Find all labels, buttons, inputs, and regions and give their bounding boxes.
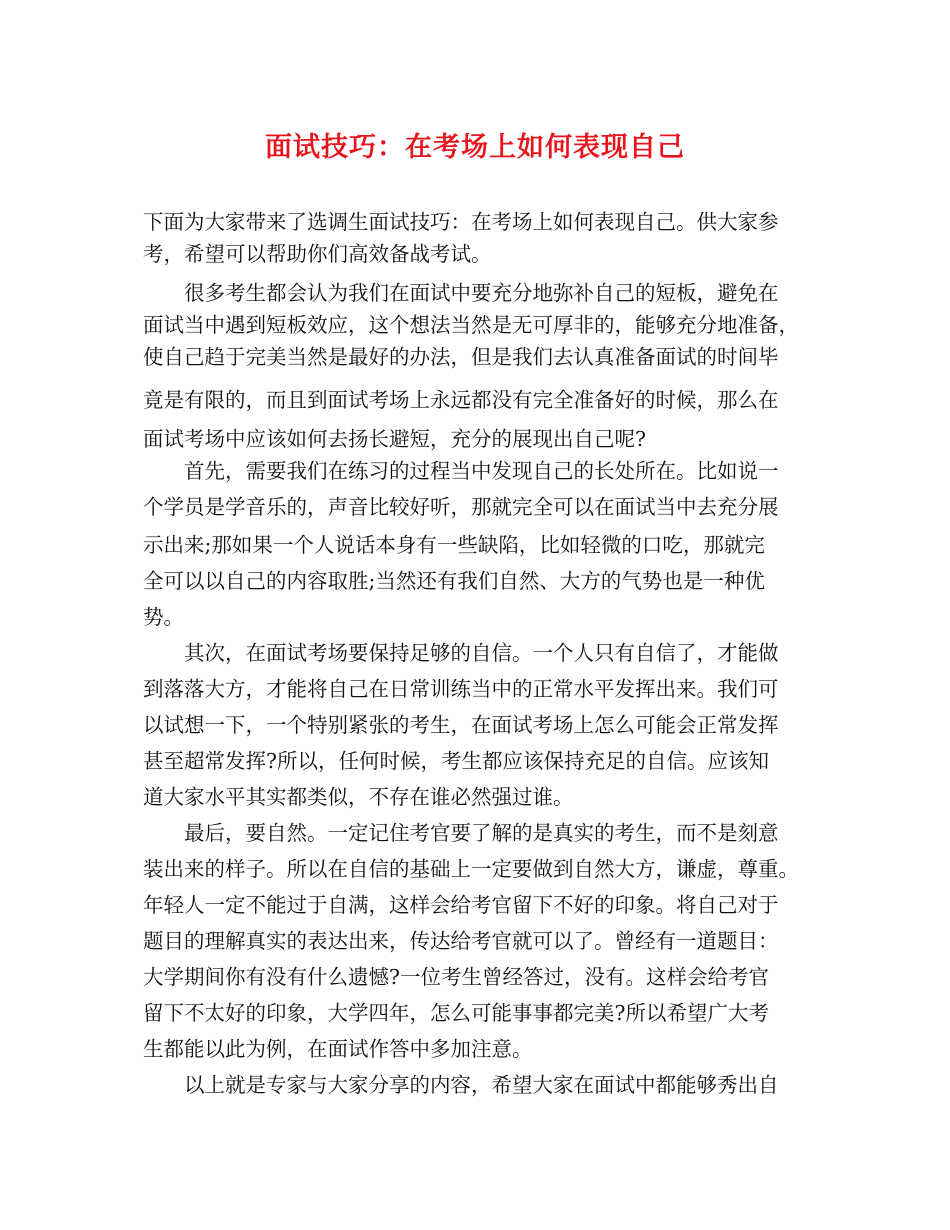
body-line: 以试想一下，一个特别紧张的考生，在面试考场上怎么可能会正常发挥: [143, 713, 779, 737]
body-line: 到落落大方，才能将自己在日常训练当中的正常水平发挥出来。我们可: [143, 677, 779, 701]
body-line: 很多考生都会认为我们在面试中要充分地弥补自己的短板，避免在: [143, 281, 779, 305]
body-line: 竟是有限的，而且到面试考场上永远都没有完全准备好的时候，那么在: [143, 388, 779, 412]
body-line: 装出来的样子。所以在自信的基础上一定要做到自然大方，谦虚，尊重。: [143, 857, 799, 881]
body-line: 势。: [143, 605, 184, 629]
body-line: 生都能以此为例，在面试作答中多加注意。: [143, 1037, 533, 1061]
body-line: 留下不太好的印象，大学四年，怎么可能事事都完美?所以希望广大考: [143, 1001, 769, 1025]
body-line: 年轻人一定不能过于自满，这样会给考官留下不好的印象。将自己对于: [143, 893, 779, 917]
body-line: 示出来;那如果一个人说话本身有一些缺陷，比如轻微的口吃，那就完: [143, 533, 765, 557]
body-line: 甚至超常发挥?所以，任何时候，考生都应该保持充足的自信。应该知: [143, 749, 769, 773]
body-line: 面试当中遇到短板效应，这个想法当然是无可厚非的，能够充分地准备，: [143, 313, 799, 337]
body-line: 以上就是专家与大家分享的内容，希望大家在面试中都能够秀出自: [143, 1073, 779, 1097]
body-line: 大学期间你有没有什么遗憾?一位考生曾经答过，没有。这样会给考官: [143, 965, 769, 989]
body-line: 题目的理解真实的表达出来，传达给考官就可以了。曾经有一道题目：: [143, 929, 779, 953]
body-line: 最后，要自然。一定记住考官要了解的是真实的考生，而不是刻意: [143, 821, 779, 845]
body-line: 首先，需要我们在练习的过程当中发现自己的长处所在。比如说一: [143, 459, 779, 483]
body-line: 道大家水平其实都类似，不存在谁必然强过谁。: [143, 785, 574, 809]
body-line: 下面为大家带来了选调生面试技巧：在考场上如何表现自己。供大家参: [143, 210, 779, 234]
body-line: 考，希望可以帮助你们高效备战考试。: [143, 242, 492, 266]
document-title: 面试技巧：在考场上如何表现自己: [265, 132, 685, 163]
body-line: 全可以以自己的内容取胜;当然还有我们自然、大方的气势也是一种优: [143, 569, 765, 593]
body-line: 面试考场中应该如何去扬长避短，充分的展现出自己呢?: [143, 427, 646, 451]
body-line: 其次，在面试考场要保持足够的自信。一个人只有自信了，才能做: [143, 641, 779, 665]
body-line: 个学员是学音乐的，声音比较好听，那就完全可以在面试当中去充分展: [143, 495, 779, 519]
body-line: 使自己趋于完美当然是最好的办法，但是我们去认真准备面试的时间毕: [143, 345, 779, 369]
